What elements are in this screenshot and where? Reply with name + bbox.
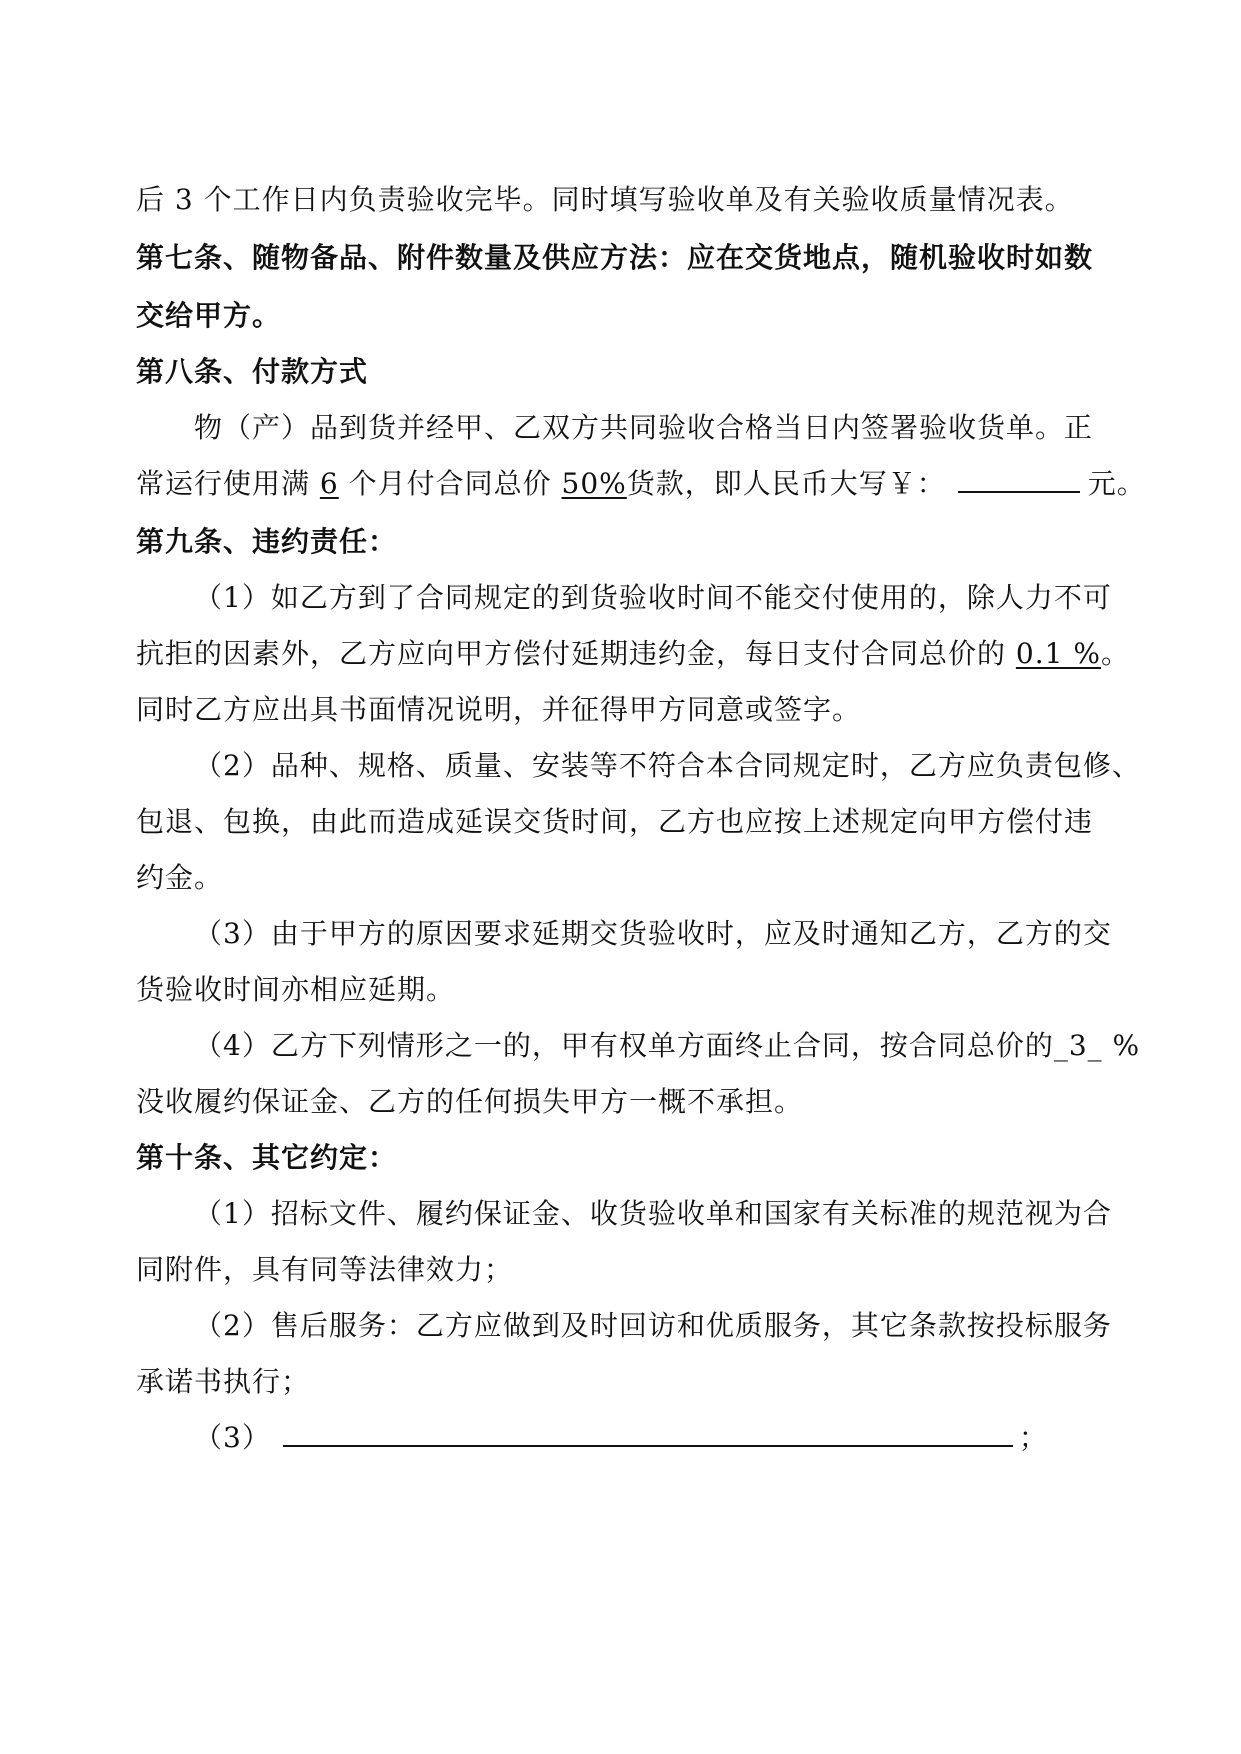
clause-10-1-line-1: （1）招标文件、履约保证金、收货验收单和国家有关标准的规范视为合 [194, 1197, 1112, 1230]
article-7-continuation: 交给甲方。 [136, 299, 282, 332]
text-segment: 个月付合同总价 [338, 467, 562, 500]
penalty-rate-value: 0.1 % [1015, 637, 1101, 670]
text-segment: 抗拒的因素外，乙方应向甲方偿付延期违约金，每日支付合同总价的 [136, 637, 1016, 670]
percent-value: 50% [561, 467, 627, 500]
text-segment: 元。 [1087, 467, 1146, 500]
article-7-title: 第七条、随物备品、附件数量及供应方法：应在交货地点，随机验收时如数 [136, 241, 1094, 274]
clause-9-1-line-3: 同时乙方应出具书面情况说明，并征得甲方同意或签字。 [136, 693, 862, 726]
clause-9-2-line-1: （2）品种、规格、质量、安装等不符合本合同规定时，乙方应负责包修、 [194, 749, 1141, 782]
clause-10-1-line-2: 同附件，具有同等法律效力； [136, 1253, 514, 1286]
clause-9-3-line-1: （3）由于甲方的原因要求延期交货验收时，应及时通知乙方，乙方的交 [194, 917, 1112, 950]
clause-9-4-line-2: 没收履约保证金、乙方的任何损失甲方一概不承担。 [136, 1085, 804, 1118]
clause-10-3-blank [283, 1419, 1013, 1447]
article-8-title: 第八条、付款方式 [136, 355, 369, 388]
clause-10-2-line-2: 承诺书执行； [136, 1365, 311, 1398]
article-10-title: 第十条、其它约定： [136, 1141, 398, 1174]
text-segment: 。 [1100, 637, 1130, 670]
article-8-paragraph-line-2 [136, 464, 1146, 504]
clause-9-1-line-2 [136, 634, 1130, 674]
article-8-paragraph-line-1: 物（产）品到货并经甲、乙双方共同验收合格当日内签署验收货单。正 [194, 411, 1094, 444]
clause-9-2-line-2: 包退、包换，由此而造成延误交货时间，乙方也应按上述规定向甲方偿付违 [136, 805, 1094, 838]
clause-10-3-line [194, 1418, 1106, 1458]
text-segment: 货款，即人民币大写￥： [626, 467, 946, 500]
clause-9-2-line-3: 约金。 [136, 861, 224, 894]
clause-9-1-line-1: （1）如乙方到了合同规定的到货验收时间不能交付使用的，除人力不可 [194, 581, 1112, 614]
text-segment: ； [1018, 1421, 1048, 1454]
amount-blank [958, 465, 1080, 493]
clause-9-4-line-1: （4）乙方下列情形之一的，甲有权单方面终止合同，按合同总价的_3_ % [194, 1029, 1141, 1062]
clause-9-3-line-2: 货验收时间亦相应延期。 [136, 973, 456, 1006]
months-value: 6 [319, 467, 339, 500]
clause-10-2-line-1: （2）售后服务：乙方应做到及时回访和优质服务，其它条款按投标服务 [194, 1309, 1112, 1342]
article-9-title: 第九条、违约责任： [136, 525, 398, 558]
text-segment: 常运行使用满 [136, 467, 320, 500]
paragraph-line: 后 3 个工作日内负责验收完毕。同时填写验收单及有关验收质量情况表。 [136, 183, 1074, 216]
clause-label: （3） [194, 1421, 271, 1454]
